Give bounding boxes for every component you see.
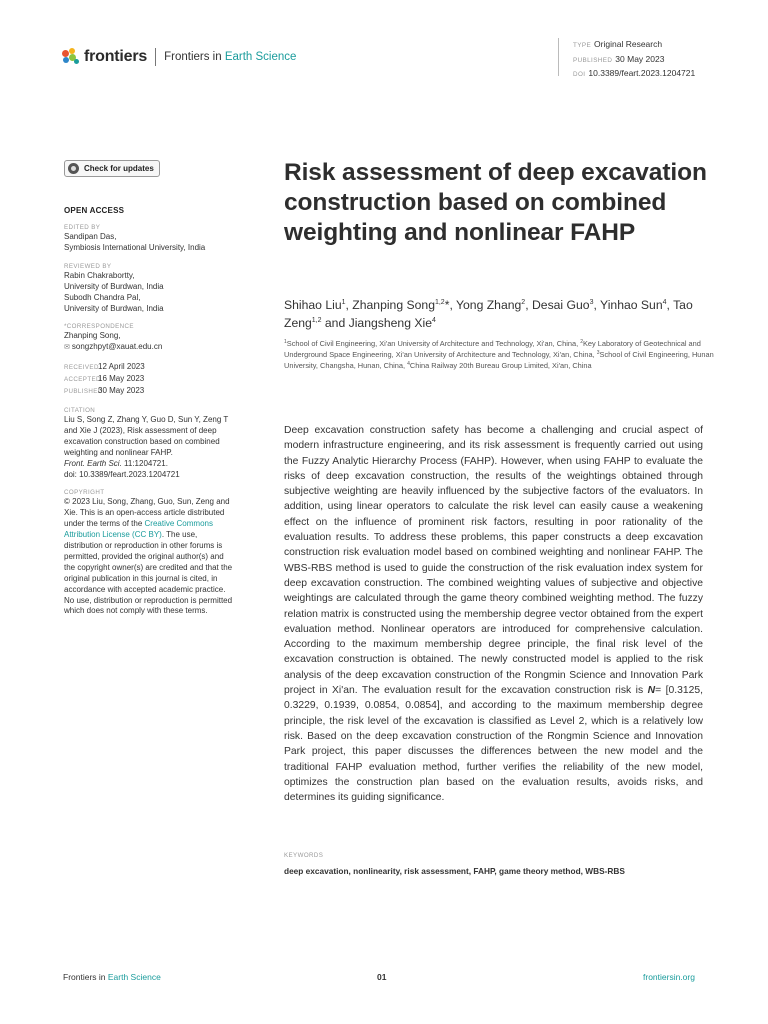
sidebar (64, 160, 234, 617)
author-list (284, 296, 724, 332)
keywords: deep excavation, nonlinearity, risk assessment, FAHP, game theory method, WBS-RBS (284, 866, 625, 876)
affiliation-number: 2 (580, 339, 583, 345)
affiliation-number: 3 (596, 350, 600, 357)
edited-by: EDITED BY Sandipan Das, Symbiosis International University, India (64, 224, 206, 252)
author-affiliation-number: 2 (521, 299, 526, 306)
author-name[interactable]: Yinhao Sun (600, 298, 663, 312)
footer-journal[interactable]: Frontiers in Earth Science (63, 972, 161, 982)
citation-doi[interactable]: doi: 10.3389/feart.2023.1204721 (64, 469, 180, 479)
author-name[interactable]: Yong Zhang (456, 298, 522, 312)
abstract: Deep excavation construction safety has become a challenging and crucial aspect of modern infrastructure engineering, and its risk assessment is frequently carried out using the Fuzzy Analytic Hierarchy Process (FAHP). However, when using FAHP to evaluate the risks of deep excavation construction, the results of the weightings obtained through subjective weighting are heavily influenced by the subjective factors of the evaluators. In addition, using linear operators to calculate the risk level can easily cause a weakening effect on the influence of prominent risk factors, resulting in poor rationality of the evaluation results. To address these problems, this paper constructs a deep excavation construction risk evaluation model based on combined weighting and nonlinear FAHP. The WBS-RBS method is used to guide the construction of the risk evaluation index system for deep excavation construction. The combined weighting values of subjective and objective weightings are calculated through the game theory combined weighting method. The fuzzy relation matrix is constructed using the membership degree vector obtained from the expert evaluation method. Nonlinear operators are introduced for comprehensive calculation. According to the maximum membership degree principle, the final risk level of the excavation construction is obtained. The newly constructed model is applied to the risk analysis of the deep excavation construction of the Rongmin Science and Innovation Park project in Xi'an. The evaluation result for the excavation construction risk is N= [0.3125, 0.3229, 0.1939, 0.0854, 0.0854], and according to the maximum membership degree principle, the risk level of the excavation is classified as Level 2, which is a relatively low risk. Based on the deep excavation construction of the Rongmin Science and Innovation Park project, this paper discusses the differences between the new model and the traditional FAHP evaluation method, further verifies the reliability of the new model, optimizes the construction plan based on the evaluation results, avoids risks, and determines its guiding significance. (284, 425, 703, 804)
citation: CITATION Liu S, Song Z, Zhang Y, Guo D, Sun Y, Zeng T and Xie J (2023), Risk assessment of deep excavation construction based on combined weighting and nonlinear FAHP. Front. Earth Sci. 11:1204721. doi: 10.3389/feart.2023.1204721 (64, 406, 234, 480)
check-for-updates-button[interactable]: Check for updates (64, 160, 160, 177)
author-separator: and (321, 316, 349, 330)
reviewed-by: REVIEWED BY Rabin Chakrabortty, University of Burdwan, India Subodh Chandra Pal, University of Burdwan, India (64, 262, 164, 313)
article-doi[interactable]: DOI 10.3389/feart.2023.1204721 (573, 68, 696, 78)
author-affiliation-number: 1 (341, 299, 346, 306)
article-type: TYPE Original Research (573, 39, 663, 49)
copyright: COPYRIGHT © 2023 Liu, Song, Zhang, Guo, Sun, Zeng and Xie. This is an open-access article distributed under the terms of the Creative Commons Attribution License (CC BY). The use, distribution or reproduction in other forums is permitted, provided the original author(s) and the copyright owner(s) are credited and that the original publication in this journal is cited, in accordance with accepted academic practice. No use, distribution or reproduction is permitted which does not comply with these terms. (64, 489, 233, 616)
author-name[interactable]: Zhanping Song (352, 298, 435, 312)
affiliation-text: China Railway 20th Bureau Group Limited, Xi'an, China (409, 361, 592, 371)
author-affiliation-number: 1,2 (434, 299, 445, 306)
author-separator: , (525, 298, 532, 312)
author-affiliation-number: 1,2 (311, 317, 322, 324)
correspondence: *CORRESPONDENCE Zhanping Song, ✉ songzhpyt@xauat.edu.cn (64, 322, 234, 354)
page-number: 01 (377, 972, 387, 982)
frontiers-logo[interactable] (62, 46, 296, 68)
correspondence-email[interactable]: ✉ songzhpyt@xauat.edu.cn (64, 342, 163, 352)
frontiers-logo-icon (62, 48, 80, 66)
keywords-label: KEYWORDS (284, 852, 324, 859)
author-separator: , (593, 298, 601, 312)
article-title: Risk assessment of deep excavation construction based on combined weighting and nonlinear FAHP (284, 159, 707, 246)
affiliation-text: School of Civil Engineering, Xi'an University of Architecture and Technology, Xi'an, China, (286, 339, 581, 348)
author-separator: , (345, 298, 353, 312)
author-separator: *, (444, 298, 456, 312)
affiliation-number: 1 (284, 339, 287, 345)
author-affiliation-number: 4 (431, 317, 436, 324)
author-separator: , (666, 298, 674, 312)
journal-name[interactable]: Frontiers in Earth Science (164, 51, 297, 63)
affiliations (284, 338, 714, 372)
check-updates-icon (68, 163, 79, 174)
published-date: PUBLISHED 30 May 2023 (573, 53, 665, 64)
affiliation-text: School of Civil Engineering, Hunan University, Changsha, Hunan, China, (284, 350, 714, 371)
affiliation-number: 4 (407, 361, 410, 368)
author-affiliation-number: 3 (589, 299, 594, 306)
author-name[interactable]: Desai Guo (531, 298, 590, 312)
author-name[interactable]: Jiangsheng Xie (348, 316, 432, 330)
author-name[interactable]: Shihao Liu (284, 298, 342, 312)
mail-icon: ✉ (64, 344, 70, 352)
footer-site-link[interactable]: frontiersin.org (643, 972, 695, 982)
author-name[interactable]: Tao Zeng (284, 298, 693, 330)
dates: RECEIVED12 April 2023 ACCEPTED16 May 2023 PUBLISHED30 May 2023 (64, 362, 145, 396)
affiliation-text: Key Laboratory of Geotechnical and Underground Space Engineering, Xi'an University of Architecture and Technology, Xi'an, China, (284, 339, 701, 360)
logo-divider (155, 48, 156, 66)
open-access-label: OPEN ACCESS (64, 206, 125, 215)
brand-name: frontiers (84, 48, 148, 65)
cc-by-license-link[interactable]: Creative Commons Attribution License (CC BY) (64, 519, 213, 540)
author-affiliation-number: 4 (662, 299, 667, 306)
article-meta (558, 38, 695, 76)
